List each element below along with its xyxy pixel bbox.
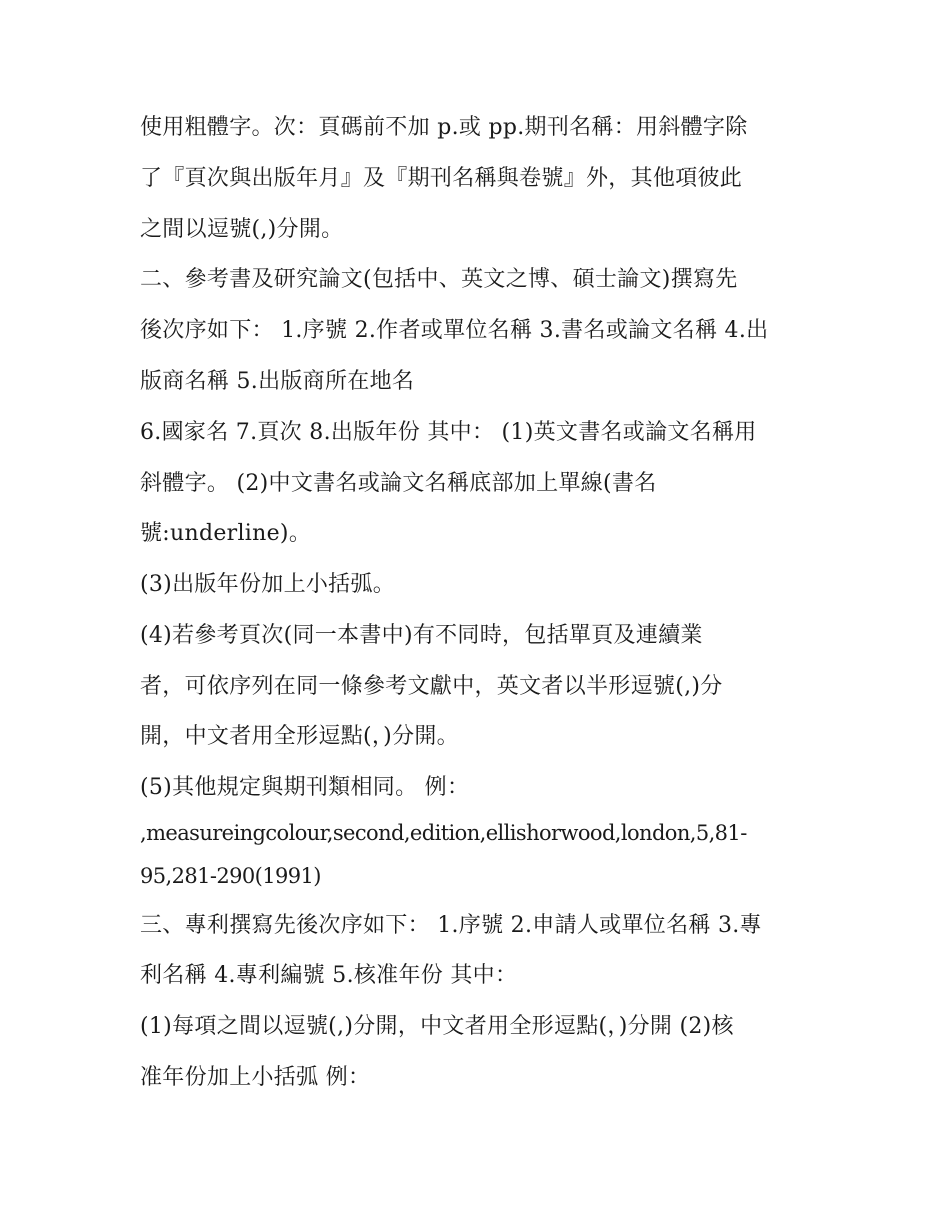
list-item: (3)出版年份加上小括弧。 xyxy=(140,572,396,597)
section-heading-patents: 三、專利撰寫先後次序如下： 1.序號 2.申請人或單位名稱 3.專 xyxy=(140,913,762,938)
body-text-line: 版商名稱 5.出版商所在地名 xyxy=(140,369,415,394)
body-text-line: 准年份加上小括弧 例： xyxy=(140,1065,371,1090)
section-heading-references: 二、參考書及研究論文(包括中、英文之博、碩士論文)撰寫先 xyxy=(140,267,738,292)
example-citation: ,measureingcolour,second,edition,ellishorwood,london,5,81- xyxy=(140,821,747,845)
body-text-line: 者，可依序列在同一條參考文獻中，英文者以半形逗號(,)分 xyxy=(140,674,723,699)
example-citation: 95,281-290(1991) xyxy=(140,864,321,888)
body-text-line: 了『頁次與出版年月』及『期刊名稱與卷號』外，其他項彼此 xyxy=(140,166,743,191)
body-text-line: 之間以逗號(,)分開。 xyxy=(140,217,344,242)
body-text-line: 6.國家名 7.頁次 8.出版年份 其中： (1)英文書名或論文名稱用 xyxy=(140,420,757,445)
body-text-line: 斜體字。 (2)中文書名或論文名稱底部加上單線(書名 xyxy=(140,471,657,496)
body-text-line: 利名稱 4.專利編號 5.核准年份 其中： xyxy=(140,963,518,988)
list-item: (5)其他規定與期刊類相同。 例： xyxy=(140,775,470,800)
body-text-line: 使用粗體字。次：頁碼前不加 p.或 pp.期刊名稱：用斜體字除 xyxy=(140,115,748,140)
body-text-line: 開，中文者用全形逗點(，)分開。 xyxy=(140,724,459,749)
list-item: (4)若參考頁次(同一本書中)有不同時，包括單頁及連續業 xyxy=(140,623,703,648)
body-text-line: 後次序如下： 1.序號 2.作者或單位名稱 3.書名或論文名稱 4.出 xyxy=(140,318,769,343)
list-item: (1)每項之間以逗號(,)分開，中文者用全形逗點(，)分開 (2)核 xyxy=(140,1014,734,1039)
body-text-line: 號:underline)。 xyxy=(140,521,312,546)
